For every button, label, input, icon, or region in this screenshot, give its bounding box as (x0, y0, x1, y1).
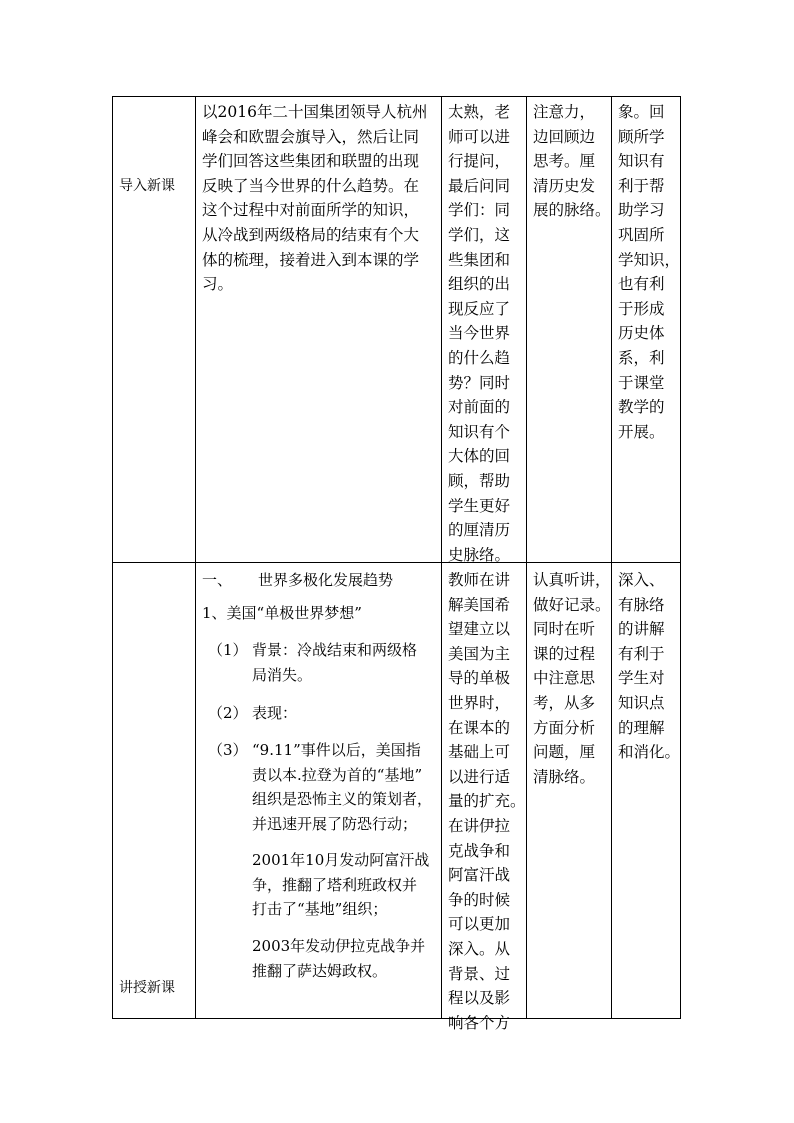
teacher-activity-line: 在课本的 (448, 718, 511, 737)
design-intent-line: 开展。 (618, 422, 665, 441)
design-intent-line: 巩固所 (618, 226, 665, 244)
item-line: 表现： (252, 704, 298, 722)
design-intent-line: 知识有 (618, 152, 665, 171)
content-line: 学们回答这些集团和联盟的出现 (202, 152, 420, 171)
stage-label-intro: 导入新课 (119, 178, 175, 194)
design-intent-line: 深入、 (618, 571, 665, 589)
content-line: 这个过程中对前面所学的知识， (202, 201, 420, 220)
design-intent-line: 教学的 (618, 398, 665, 417)
design-intent-line: 于课堂 (618, 373, 665, 392)
teacher-activity-line: 的什么趋 (448, 349, 511, 367)
teacher-activity-line: 可以更加 (448, 915, 511, 934)
teacher-activity-line: 阿富汗战 (448, 866, 511, 885)
teacher-activity-line: 教师在讲 (448, 571, 511, 589)
column-divider-3 (526, 96, 527, 1019)
design-intent-line: 于形成 (618, 299, 665, 318)
item-line: 并迅速开展了防恐行动； (252, 814, 418, 833)
design-intent-line: 和消化。 (618, 743, 681, 762)
content-line: 峰会和欧盟会旗导入，然后让同 (202, 127, 420, 146)
table-bottom-border (112, 1018, 681, 1019)
teacher-activity-line: 组织的出 (448, 275, 511, 294)
design-intent-line: 助学习 (618, 201, 665, 220)
item-number: （1） (208, 641, 248, 659)
design-intent-line: 历史体 (618, 324, 665, 343)
student-activity-line: 边回顾边 (533, 127, 596, 146)
table-right-border (680, 96, 681, 1019)
paragraph-line: 2003年发动伊拉克战争并 (252, 937, 426, 955)
student-activity-line: 清脉络。 (533, 767, 596, 786)
teacher-activity-line: 背景、过 (448, 964, 511, 983)
teacher-activity-line: 现反应了 (448, 299, 511, 318)
item-line: 局消失。 (252, 665, 313, 684)
content-line: 体的梳理，接着进入到本课的学 (202, 250, 420, 269)
teacher-activity-line: 知识有个 (448, 422, 511, 441)
teacher-activity-line: 最后问同 (448, 176, 511, 195)
teacher-activity-line: 解美国希 (448, 595, 511, 614)
teacher-activity-line: 美国为主 (448, 644, 511, 663)
item-line: 组织是恐怖主义的策划者， (252, 790, 433, 809)
teacher-activity-line: 量的扩充。 (448, 792, 526, 811)
teacher-activity-line: 响各个方 (448, 1013, 511, 1032)
row-divider (112, 562, 681, 563)
teacher-activity-line: 行提问， (448, 152, 511, 171)
paragraph-line: 推翻了萨达姆政权。 (252, 961, 388, 980)
design-intent-line: 系，利 (618, 349, 665, 367)
student-activity-line: 中注意思 (533, 669, 596, 688)
column-divider-4 (611, 96, 612, 1019)
teacher-activity-line: 程以及影 (448, 989, 511, 1008)
stage-label-teaching: 讲授新课 (119, 980, 175, 996)
student-activity-line: 问题，厘 (533, 743, 596, 762)
student-activity-line: 注意力， (533, 103, 596, 121)
student-activity-line: 做好记录。 (533, 595, 611, 614)
teacher-activity-line: 史脉络。 (448, 545, 511, 564)
paragraph-line: 2001年10月发动阿富汗战 (252, 851, 430, 869)
teacher-activity-line: 太熟，老 (448, 103, 511, 121)
student-activity-line: 课的过程 (533, 644, 596, 663)
student-activity-line: 同时在听 (533, 620, 596, 639)
teacher-activity-line: 深入。从 (448, 940, 511, 958)
heading-text: 世界多极化发展趋势 (258, 571, 394, 589)
teacher-activity-line: 以进行适 (448, 767, 511, 786)
design-intent-line: 顾所学 (618, 127, 665, 146)
table-top-border (112, 96, 681, 97)
paragraph-line: 打击了“基地”组织； (252, 900, 388, 919)
item-number: （2） (208, 704, 248, 722)
design-intent-line: 也有利 (618, 275, 665, 294)
content-line: 以2016年二十国集团领导人杭州 (202, 103, 428, 121)
student-activity-line: 考，从多 (533, 694, 596, 712)
teacher-activity-line: 大体的回 (448, 447, 511, 466)
design-intent-line: 利于帮 (618, 176, 665, 195)
table-left-border (112, 96, 113, 1019)
student-activity-line: 清历史发 (533, 176, 596, 195)
teacher-activity-line: 学们：同 (448, 201, 511, 220)
teacher-activity-line: 师可以进 (448, 127, 511, 146)
subheading: 1、美国“单极世界梦想” (202, 604, 362, 622)
design-intent-line: 象。回 (618, 103, 665, 121)
teacher-activity-line: 势？同时 (448, 373, 511, 392)
design-intent-line: 知识点 (618, 694, 665, 712)
content-line: 习。 (202, 275, 234, 294)
design-intent-line: 有脉络 (618, 595, 665, 614)
item-line: “9.11”事件以后，美国指 (252, 741, 421, 759)
design-intent-line: 学知识， (618, 250, 681, 269)
teacher-activity-line: 基础上可 (448, 743, 511, 762)
column-divider-1 (195, 96, 196, 1019)
design-intent-line: 有利于 (618, 644, 665, 663)
teacher-activity-line: 的厘清历 (448, 521, 511, 540)
teacher-activity-line: 学生更好 (448, 496, 511, 515)
teacher-activity-line: 望建立以 (448, 620, 511, 639)
column-divider-2 (441, 96, 442, 1019)
teacher-activity-line: 对前面的 (448, 398, 511, 417)
student-activity-line: 方面分析 (533, 718, 596, 737)
item-number: （3） (208, 741, 248, 759)
item-line: 责以本.拉登为首的“基地” (252, 765, 423, 784)
design-intent-line: 的讲解 (618, 620, 665, 639)
heading-number: 一、 (202, 571, 233, 589)
content-line: 反映了当今世界的什么趋势。在 (202, 176, 420, 195)
teacher-activity-line: 些集团和 (448, 250, 511, 269)
teacher-activity-line: 克战争和 (448, 841, 511, 860)
item-line: 背景：冷战结束和两级格 (252, 641, 418, 659)
student-activity-line: 认真听讲， (533, 571, 611, 589)
teacher-activity-line: 当今世界 (448, 324, 511, 343)
student-activity-line: 思考。厘 (533, 152, 596, 171)
design-intent-line: 学生对 (618, 669, 665, 688)
teacher-activity-line: 导的单极 (448, 669, 511, 688)
teacher-activity-line: 顾，帮助 (448, 472, 511, 490)
design-intent-line: 的理解 (618, 718, 665, 737)
teacher-activity-line: 学们，这 (448, 226, 511, 244)
teacher-activity-line: 争的时候 (448, 890, 511, 909)
student-activity-line: 展的脉络。 (533, 201, 611, 220)
teacher-activity-line: 在讲伊拉 (448, 817, 511, 835)
teacher-activity-line: 世界时， (448, 694, 511, 712)
content-line: 从冷战到两级格局的结束有个大 (202, 226, 420, 244)
paragraph-line: 争，推翻了塔利班政权并 (252, 875, 418, 894)
